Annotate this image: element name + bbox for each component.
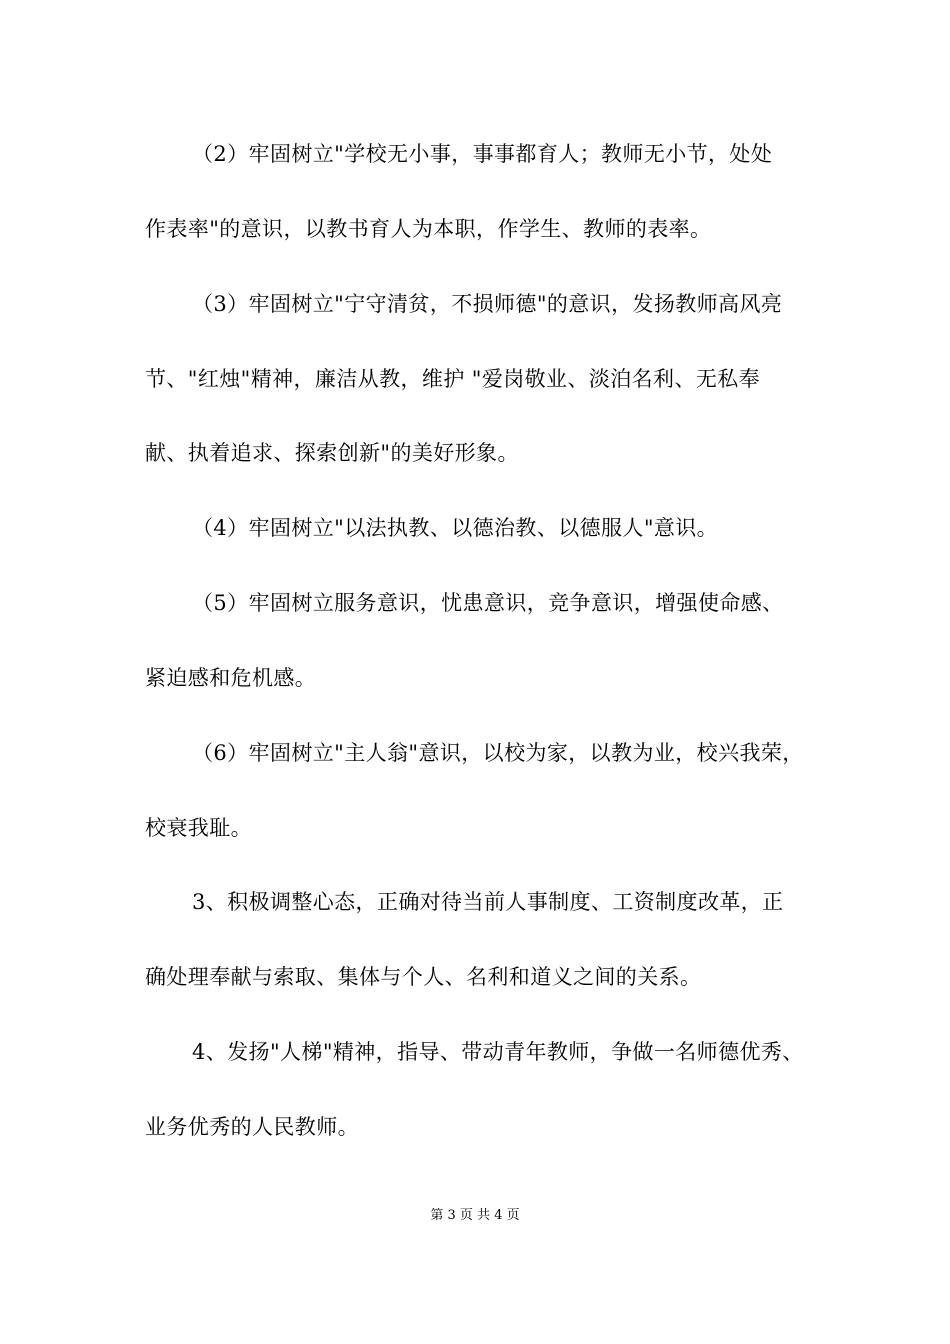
body-text-line: 3、积极调整心态，正确对待当前人事制度、工资制度改革，正 <box>192 890 784 914</box>
body-text-line: 作表率"的意识，以教书育人为本职，作学生、教师的表率。 <box>145 217 712 241</box>
body-text-line: （4）牢固树立"以法执教、以德治教、以德服人"意识。 <box>192 516 719 540</box>
body-text-line: （5）牢固树立服务意识，忧患意识，竞争意识，增强使命感、 <box>192 591 784 615</box>
body-text-line: （3）牢固树立"宁守清贫，不损师德"的意识，发扬教师高风亮 <box>192 292 783 316</box>
body-text-line: 节、"红烛"精神，廉洁从教，维护 "爱岗敬业、淡泊名利、无私奉 <box>145 367 761 391</box>
body-text-line: 4、发扬"人梯"精神，指导、带动青年教师，争做一名师德优秀、 <box>192 1040 804 1064</box>
body-text-line: 紧迫感和危机感。 <box>145 666 317 690</box>
body-text-line: （6）牢固树立"主人翁"意识，以校为家，以教为业，校兴我荣， <box>192 741 804 765</box>
body-text-line: （2）牢固树立"学校无小事，事事都育人；教师无小节，处处 <box>192 142 773 166</box>
body-text-line: 业务优秀的人民教师。 <box>145 1115 359 1139</box>
body-text-line: 确处理奉献与索取、集体与个人、名利和道义之间的关系。 <box>145 965 702 989</box>
body-text-line: 校衰我耻。 <box>145 816 252 840</box>
body-text-line: 献、执着追求、探索创新"的美好形象。 <box>145 441 519 465</box>
page-number-footer: 第 3 页 共 4 页 <box>430 1208 520 1223</box>
